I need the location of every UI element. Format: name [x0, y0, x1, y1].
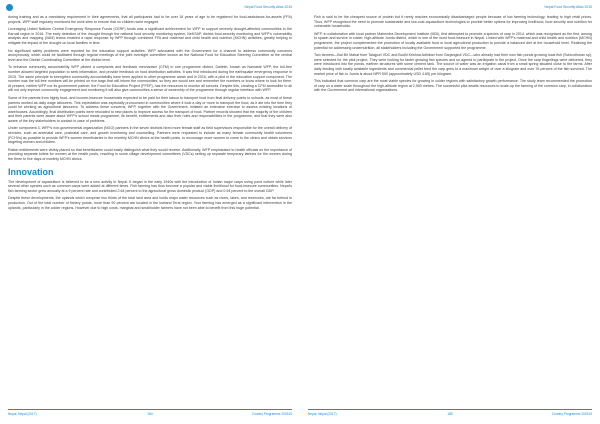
section-heading: Innovation — [8, 166, 54, 177]
footer-left: Nepal, Nepal (2017) — [308, 411, 337, 416]
paragraph: Two farmers—Bal Bir Mahat from Talajpuri VDC and Budhi Krishna Adhikari from Garjangkot VDC—who already had their own fish ponds growing local fish (Schizothorax sp), were selected for the pilot project. They were looking for faster growing fish species and so agreed to participate in the project. Once the carp fingerlings were delivered, they were introduced into the ponds, earthen structures with some cement tank. The source of water was an irrigation canal from a small spring situated close to the farms. After daily feeding with locally available ingredients and commercial pellet feed the carp grew to a maximum weight of over a kilogram and over 76 percent of the fish survived. The market price of fish in Jumla is about NPR 500 (approximately USD 4.65) per kilogram. — [314, 53, 592, 76]
paragraph: No significant safety problems were reported for the education support activities. WFP advocated with the Government for a channel to address community concerns anonymously, which could be facilitated through regular meetings of the joint oversight committee known as the National Food for Education Steering Committee at the central level and the District Coordinating Committee at the district level. — [8, 48, 292, 62]
right-text-column — [314, 15, 592, 96]
left-text-column — [8, 15, 292, 213]
paragraph: Fish is said to be the cheapest source of protein but it rarely reaches economically disadvantaged people because of low farming technology, leading to high retail prices. Thus, WFP recognised the need to promote sustainable and low-cost aquaculture technologies to provide better options for improving livelihood, food security and nutrition for vulnerable households. — [314, 15, 592, 29]
paragraph: during training and as a mandatory requirement in their agreements, that all participants had to be over 18 years of age to be registered for food-assistance-for-assets (FFA) projects. WFP staff regularly monitored the work sites to ensure that no children were engaged. — [8, 15, 292, 24]
running-header: Nepal Food Security Atlas 2015 — [544, 5, 592, 9]
page-footer — [308, 409, 592, 416]
right-page — [300, 0, 600, 424]
paragraph: Under component 3, WFP's non-governmental organization (NGO) partners in the seven districts hired more female staff as field supervisors responsible for the overall delivery of services, such as antenatal care, postnatal care, and growth monitoring and counselling. Partners were requested to include as many female community health volunteers (FCHVs) as possible to provide WFP's women beneficiaries in the monthly MCHN clinics at the health posts, to encourage more women to come to the clinics and obtain services targeting women and children. — [8, 126, 292, 145]
paragraph: The development of aquaculture is believed to be a new activity in Nepal. It began in the early 1940s with the introduction of Indian major carps using pond culture while later several other species such as common carps were added at different times. Fish farming has thus become a popular and viable livelihood for food-insecure communities. Nepal's fish farming sector grew annually at a 9 percent rate and contributed 2.64 percent to the agricultural gross domestic product (GDP) and 0.94 percent to the overall GDP. — [8, 179, 292, 193]
wfp-logo-icon — [6, 4, 13, 11]
page-footer — [8, 409, 292, 416]
paragraph: WFP, in collaboration with local partner Mahendra Development Institute (MDI), first attempted to promote a species of carp in 2014, which was recognised as the first, among to spawn and survive in colder, high-altitude Jumla district, which is one of the most food-insecure in Nepal. Linked with WFP's maternal and child health and nutrition (MCHN) programme, the project complemented the promotion of locally available food or local agricultural production to provide a balanced diet at the household level. Realising the potential for addressing undernutrition, all stakeholders including the Government supported the programme. — [314, 31, 592, 50]
paragraph: Some of the parents from highly food- and income-insecure households expected to be paid for their labour to transport food from final delivery points to schools, as most of these parents worked as daily wage labourers. This expectation was especially pronounced in communities where it took a day or more to transport the food, as it ate into the time they could be working as agricultural labourers. To address these concerns, WFP, together with the Government, initiated an extensive exercise to assess existing locations of warehouses. Accordingly, final distribution points were relocated to new places to improve access for the transport of food. Partner records showed that the majority of the children and their parents were aware about WFP's school meals programme, its benefit, entitlements and also their roles and responsibilities in the programme, and that they were also aware of the key stakeholders to contact in case of problems. — [8, 95, 292, 123]
page-number: 184 — [147, 411, 153, 416]
page-number: 185 — [447, 411, 453, 416]
paragraph: To enhance community accountability WFP piloted a complaints and feedback mechanism (CFM) in one programme district, Dailekh, known as Namaste WFP, the toll-free number allowed targeted population to seek information, and provide feedback on food distribution activities. It was first introduced during the earthquake emergency response in 2015. The same principle to strengthen community accountability have been applied to other programme areas and in 2016, with a pilot in the education support component. The number was the toll-free numbers will be printed on rice bags that will inform the communities, so they are would see and remember the numbers or know where to look for them. At present, neither WFP nor its government partner, the Food for Education Project (FFEP), has the resources to monitor all schools. Despite this, creating a CFM accessible to all will not only improve community engagement and monitoring it will also give communities a sense of ownership of the programme through regular interface with WFP. — [8, 65, 292, 93]
paragraph: Leveraging United Nations Central Emergency Response Funds (CERF) funds was a significant achievement for WFP to support severely drought-affected communities in the Karnali region in 2016. The early detection of the drought through the national food security monitoring system, NeKSAP, district food-security monitoring and WFP's vulnerability analysis and mapping (VAM) teams enabled a rapid response by WFP through combined FFA and maternal and child health and nutrition (MCHN) activities, greatly helping to mitigate the impact of the drought on local families in time. — [8, 27, 292, 45]
footer-right: Country Programme 200319 — [251, 411, 292, 416]
footer-right: Country Programme 200319 — [551, 411, 592, 416]
paragraph: Despite these developments, the uplands which comprise two thirds of the total land area and holds major water resources such as rivers, lakes, and reservoirs, are far behind in production. Out of the total number of fishery ponds, more than 90 percent are located in the lowland Terai region. Your farming has emerged as a significant intervention in the uplands, particularly in the colder regions. However due to high costs, marginal and smallholder farmers have not been able to benefit from this huge potential. — [8, 196, 292, 210]
paragraph: This indicated that common carp are the most viable species for growing in colder regions with satisfactory growth performance. The study team recommended the promotion of carp on a wider scale throughout the high-altitude region at 2,550 metres. The successful pilot awaits resources to scale-up the farming of the common carp, in collaboration with the Government and international organizations. — [314, 79, 592, 93]
running-header: Nepal Food Security Atlas 2015 — [244, 5, 292, 9]
paragraph: Ration entitlements were visibly placed so that beneficiaries could easily distinguish what they would receive. Additionally, WFP emphasised to health officials on the importance of providing separate toilets for women at the health posts, resulting in some village development committees (VDCs) setting up separate temporary latrines for the women during the three to five days of monthly MCHN clinics. — [8, 147, 292, 162]
footer-left: Nepal, Nepal (2017) — [8, 411, 37, 416]
